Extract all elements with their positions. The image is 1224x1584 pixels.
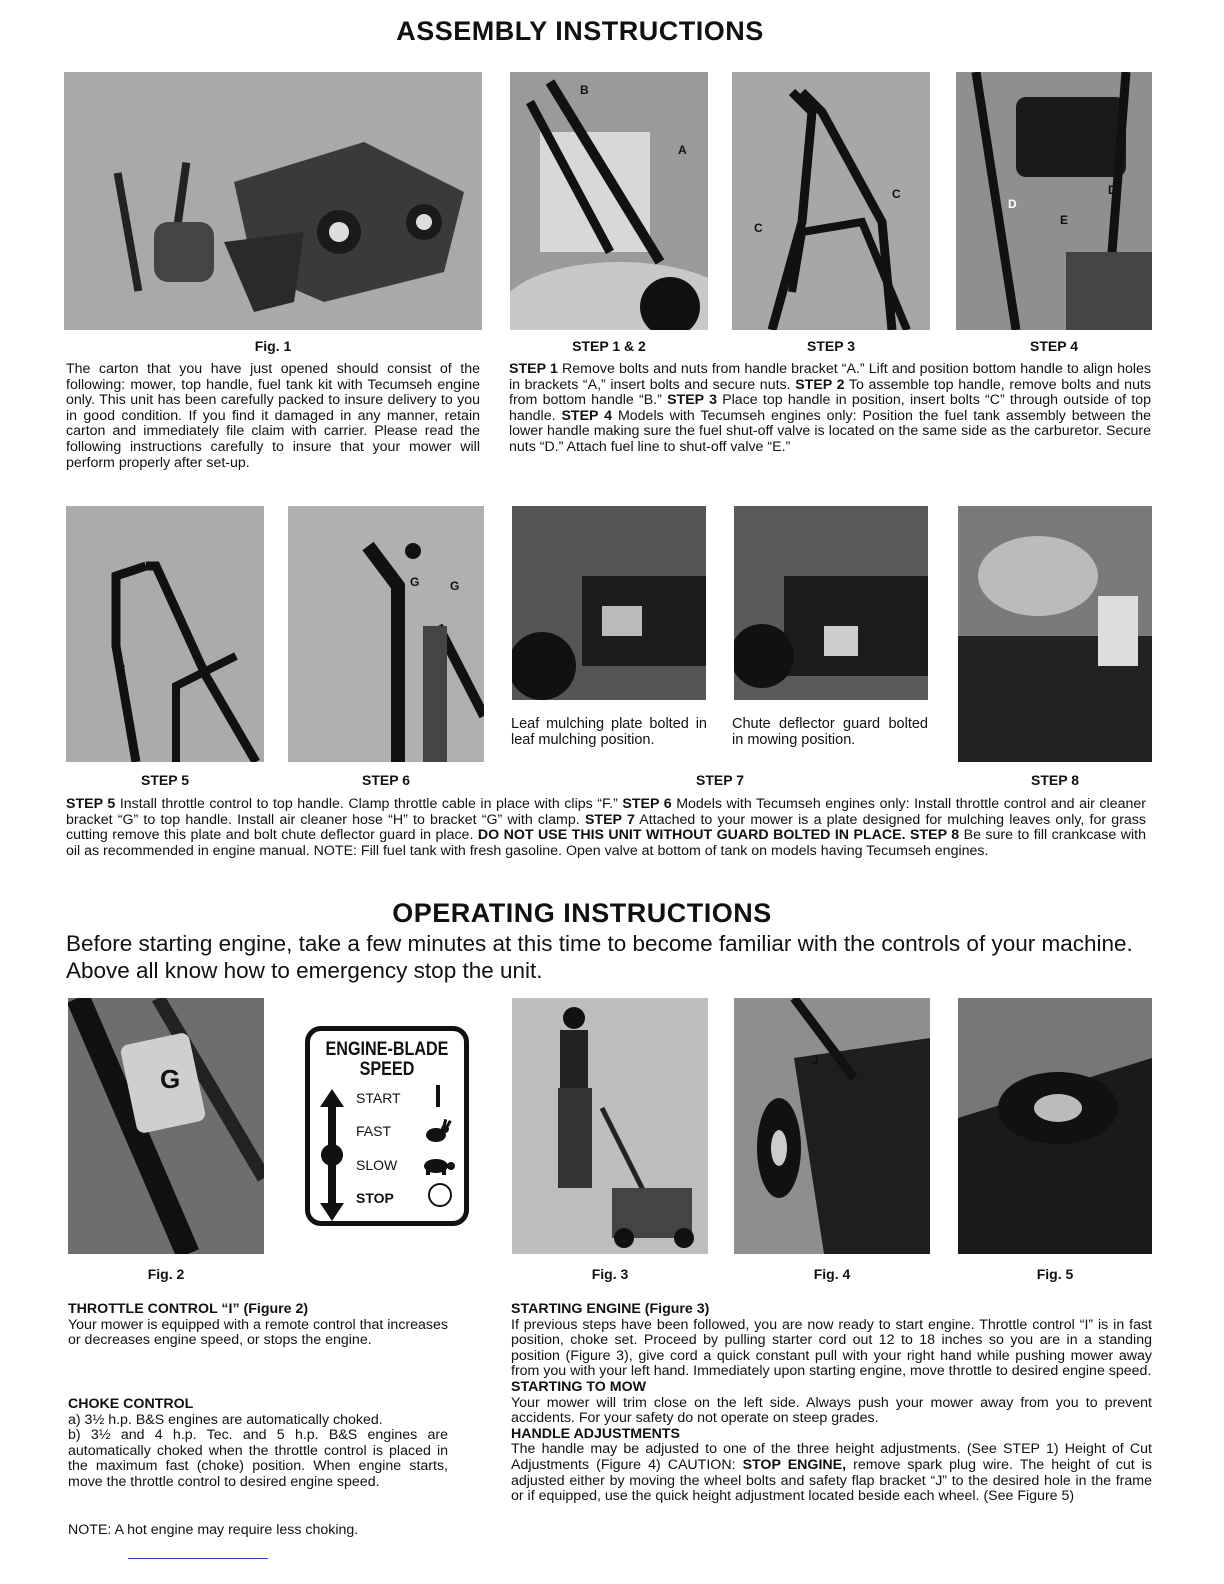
step4-caption: STEP 4 [1030,338,1078,354]
step4-photo [956,72,1152,330]
step3-text: Place top handle in position, insert bolts “C” through outside of top handle. [509,392,1151,424]
step5-label: STEP 5 [66,796,116,812]
label-a: A [678,143,687,157]
stop-circle-icon [428,1183,452,1207]
label-h: H [460,670,469,684]
step3-photo [732,72,930,330]
decal-stop-label: STOP [356,1190,394,1206]
choke-item-a: a) 3½ h.p. B&S engines are automatically choked. [68,1411,383,1428]
step1-text: Remove bolts and nuts from handle bracket “A.” Lift and position bottom handle to align holes in brackets “A,” insert bolts and secure nuts. [509,361,1152,393]
step7-photo-chute [734,506,928,700]
mow-heading: STARTING TO MOW [511,1378,647,1395]
steps-1-4-text [509,362,1151,456]
fig3-photo [512,998,708,1254]
step5-caption: STEP 5 [141,772,189,788]
speed-arrow-icon [320,1089,344,1221]
start-bar-icon [436,1085,440,1107]
choke-item-b: b) 3½ and 4 h.p. Tec. and 5 h.p. B&S engines are automatically choked when the throttle control is placed in the maximum fast (choke) position. When engine starts, move the throttle control to desired engine speed. [68,1427,448,1490]
decal-title-line2: SPEED [359,1059,415,1080]
fig5-photo [958,998,1152,1254]
step8-caption: STEP 8 [1031,772,1079,788]
starting-text: If previous steps have been followed, you are now ready to start engine. Throttle control “I” is in fast position, choke set. Proceed by pulling starter cord out 12 to 18 inches so you are in a standing position (Figure 3), give cord a quick constant pull with your right hand while pushing mower away from you with your left hand. Immediately upon starting engine, move throttle to desired engine speed. [511,1316,1152,1380]
step2-text: To assemble top handle, remove bolts and nuts from bottom handle “B.” [509,376,1151,409]
choke-note: NOTE: A hot engine may require less choking. [68,1522,359,1538]
guard-warning: DO NOT USE THIS UNIT WITHOUT GUARD BOLTED IN PLACE. [477,827,906,844]
engine-blade-speed-decal [305,1026,469,1226]
fig2-photo [68,998,264,1254]
throttle-section [68,1302,448,1349]
handle-text [511,1442,1152,1504]
step3-caption: STEP 3 [807,338,855,354]
operating-title: OPERATING INSTRUCTIONS [392,898,772,928]
mow-text: Your mower will trim close on the left side. Always push your mower away from you to prevent accidents. For your safety do not operate on steep grades. [511,1394,1152,1427]
fig1-description: The carton that you have just opened should consist of the following: mower, top handle, fuel tank kit with Tecumseh engine only. This unit has been carefully packed to insure delivery to you in good condition. If you find it damaged in any manner, retain carton and immediately file claim with carrier. Please read the following instructions carefully to insure that your mower will perform properly after set-up. [66,361,480,471]
label-d-right: D [1108,183,1117,197]
decal-title-line1: ENGINE-BLADE [325,1039,449,1060]
fig4-label-j: J [812,1053,819,1067]
fig2-label-g: G [160,1064,181,1094]
step6-text: Models with Tecumseh engines only: Install throttle control and air cleaner bracket “G” to top handle. Install air cleaner hose “H” to bracket “G” with clamp. [66,796,1146,828]
step8-label: STEP 8 [909,827,960,844]
decal-start-label: START [356,1090,401,1106]
step4-text: Models with Tecumseh engines only: Position the fuel tank assembly between the lower handle making sure the fuel shut-off valve is located on the same side as the carburetor. Secure nuts “D.” Attach fuel line to shut-off valve “E.” [509,407,1151,455]
decal-fast-label: FAST [356,1123,392,1139]
step8-text: Be sure to fill crankcase with oil as recommended in engine manual. NOTE: Fill fuel tank with fresh gasoline. Open valve at bottom of tank on models having Tecumseh engines. [66,827,1146,859]
step7-caption: STEP 7 [696,772,744,788]
step12-photo [510,72,708,330]
chute-caption: Chute deflector guard bolted in mowing position. [732,716,928,748]
label-b: B [580,83,589,97]
steps-5-8-text [66,797,1146,859]
fig4-caption: Fig. 4 [813,1266,851,1282]
label-e: E [1060,213,1069,227]
fig3-caption: Fig. 3 [591,1266,629,1282]
mulch-caption: Leaf mulching plate bolted in leaf mulching position. [511,716,707,748]
step4-label: STEP 4 [561,407,613,424]
fig1-photo [64,72,482,330]
choke-heading: CHOKE CONTROL [68,1396,194,1412]
step5-text: Install throttle control to top handle. Clamp throttle cable in place with clips “F.” [119,796,618,812]
step6-photo [288,506,484,762]
turtle-icon [420,1155,456,1175]
fig5-caption: Fig. 5 [1036,1266,1074,1282]
step2-label: STEP 2 [795,376,845,393]
footer-rule [128,1558,268,1559]
step7-text: Attached to your mower is a plate designed for mulching leaves only, for grass cutting remove this plate and bolt chute deflector guard in place. [66,811,1146,844]
label-g-2: G [450,579,460,593]
label-d-left: D [1008,197,1017,211]
step6-label: STEP 6 [622,796,672,812]
step8-photo [958,506,1152,762]
step6-caption: STEP 6 [362,772,410,788]
step3-label: STEP 3 [667,392,717,409]
step12-caption: STEP 1 & 2 [572,338,646,354]
step5-photo [66,506,264,762]
throttle-heading: THROTTLE CONTROL “I” (Figure 2) [68,1301,309,1317]
step7-photo-mulch [512,506,706,700]
fig4-photo [734,998,930,1254]
starting-heading: STARTING ENGINE (Figure 3) [511,1301,710,1317]
fig2-caption: Fig. 2 [147,1266,185,1282]
choke-section [68,1397,448,1491]
rabbit-icon [422,1119,452,1145]
handle-text-2: remove spark plug wire. The height of cut is adjusted either by moving the wheel bolts and safety flap bracket “J” to the desired hole in the frame or if equipped, use the quick height adjustment located beside each wheel. (See Figure 5) [511,1456,1152,1505]
label-c-right: C [892,187,901,201]
label-f: F [118,663,126,677]
operating-intro: Before starting engine, take a few minutes at this time to become familiar with the controls of your machine. Above all know how to emergency stop the unit. [66,931,1133,983]
decal-slow-label: SLOW [356,1157,398,1173]
assembly-title: ASSEMBLY INSTRUCTIONS [396,16,764,46]
step1-label: STEP 1 [509,361,558,377]
fig1-caption: Fig. 1 [254,338,292,354]
label-c-left: C [754,221,763,235]
throttle-text: Your mower is equipped with a remote control that increases or decreases engine speed, or stops the engine. [68,1316,448,1349]
handle-text-1: The handle may be adjusted to one of the three height adjustments. (See STEP 1) Height of Cut Adjustments (Figure 4) CAUTION: [511,1441,1152,1473]
handle-heading: HANDLE ADJUSTMENTS [511,1425,680,1442]
operating-right-column [511,1302,1152,1505]
label-g-1: G [410,575,420,589]
stop-engine-warning: STOP ENGINE, [742,1456,847,1473]
step7-label: STEP 7 [584,811,635,828]
